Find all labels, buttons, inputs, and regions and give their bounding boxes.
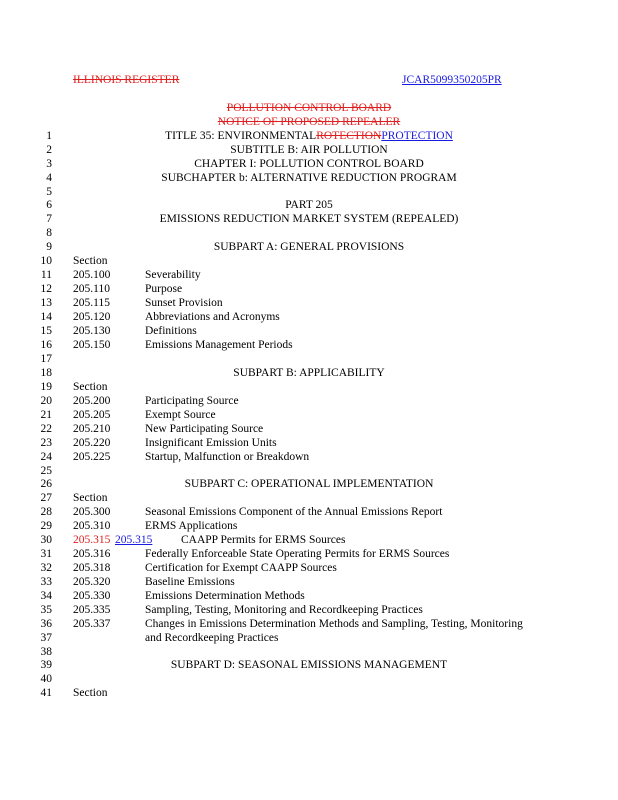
section-number: 205.210 [73, 423, 111, 435]
section-number: 205.335 [73, 604, 111, 616]
section-title: Definitions [145, 325, 197, 337]
line-number: 32 [40, 562, 52, 574]
section-number: 205.115 [73, 297, 110, 309]
line-number: 37 [40, 632, 52, 644]
line-number: 35 [40, 604, 52, 616]
line-number: 3 [46, 158, 52, 170]
subpart-b-heading: SUBPART B: APPLICABILITY [233, 367, 385, 379]
section-number: 205.205 [73, 409, 111, 421]
section-title: Emissions Determination Methods [145, 590, 305, 602]
title-heading [120, 129, 498, 143]
section-title: New Participating Source [145, 423, 264, 435]
section-title: ERMS Applications [145, 520, 238, 532]
line-number: 18 [40, 367, 52, 379]
line-number: 27 [40, 492, 52, 504]
line-number: 7 [46, 213, 52, 225]
jcar-code[interactable]: JCAR5099350205PR [402, 74, 502, 86]
notice-title: NOTICE OF PROPOSED REPEALER [217, 116, 401, 128]
section-number: 205.300 [73, 506, 111, 518]
line-number: 1 [46, 130, 52, 142]
section-number: 205.130 [73, 325, 111, 337]
line-number: 40 [40, 673, 52, 685]
subpart-c-heading: SUBPART C: OPERATIONAL IMPLEMENTATION [184, 478, 434, 490]
line-number: 23 [40, 437, 52, 449]
section-title: Baseline Emissions [145, 576, 235, 588]
line-number: 13 [40, 297, 52, 309]
subtitle-heading: SUBTITLE B: AIR POLLUTION [230, 144, 388, 156]
section-title: Insignificant Emission Units [145, 437, 277, 449]
part-name-heading: EMISSIONS REDUCTION MARKET SYSTEM (REPEALED) [159, 213, 459, 225]
subchapter-heading: SUBCHAPTER b: ALTERNATIVE REDUCTION PROGRAM [161, 172, 457, 184]
register-name: ILLINOIS REGISTER [73, 74, 180, 86]
line-number: 38 [40, 646, 52, 658]
line-number: 30 [40, 534, 52, 546]
section-label: Section [73, 492, 108, 504]
inserted-text: PROTECTION [381, 130, 453, 142]
line-number: 41 [40, 687, 52, 699]
line-number: 33 [40, 576, 52, 588]
section-number: 205.110 [73, 283, 110, 295]
line-number: 28 [40, 506, 52, 518]
line-number: 10 [40, 255, 52, 267]
section-title: Severability [145, 269, 201, 281]
section-title-continued: and Recordkeeping Practices [145, 632, 279, 644]
section-title: CAAPP Permits for ERMS Sources [181, 534, 346, 546]
section-label: Section [73, 381, 108, 393]
section-title: Certification for Exempt CAAPP Sources [145, 562, 337, 574]
deleted-text: ROTECTION [316, 130, 382, 142]
line-number: 16 [40, 339, 52, 351]
section-title: Seasonal Emissions Component of the Annual Emissions Report [145, 506, 443, 518]
line-number: 22 [40, 423, 52, 435]
line-number: 36 [40, 618, 52, 630]
section-title: Exempt Source [145, 409, 216, 421]
line-number: 31 [40, 548, 52, 560]
line-number: 20 [40, 395, 52, 407]
section-number: 205.120 [73, 311, 111, 323]
section-number: 205.150 [73, 339, 111, 351]
line-number: 21 [40, 409, 52, 421]
board-name: POLLUTION CONTROL BOARD [226, 102, 392, 114]
section-number: 205.220 [73, 437, 111, 449]
section-number-inserted[interactable]: 205.315 [115, 534, 153, 546]
line-number: 24 [40, 451, 52, 463]
part-heading: PART 205 [285, 199, 333, 211]
section-number-deleted: 205.315 [73, 534, 111, 546]
section-title: Federally Enforceable State Operating Permits for ERMS Sources [145, 548, 450, 560]
section-title: Emissions Management Periods [145, 339, 293, 351]
section-number: 205.330 [73, 590, 111, 602]
line-number: 12 [40, 283, 52, 295]
line-number: 11 [40, 269, 52, 281]
section-number: 205.200 [73, 395, 111, 407]
line-number: 25 [40, 465, 52, 477]
section-number: 205.316 [73, 548, 111, 560]
section-title: Sampling, Testing, Monitoring and Recordkeeping Practices [145, 604, 423, 616]
line-number: 19 [40, 381, 52, 393]
section-number: 205.225 [73, 451, 111, 463]
section-number: 205.100 [73, 269, 111, 281]
section-title: Sunset Provision [145, 297, 223, 309]
line-number: 8 [46, 227, 52, 239]
chapter-heading: CHAPTER I: POLLUTION CONTROL BOARD [194, 158, 424, 170]
line-number: 6 [46, 199, 52, 211]
line-number: 2 [46, 144, 52, 156]
line-number: 17 [40, 353, 52, 365]
line-number: 9 [46, 241, 52, 253]
line-number: 29 [40, 520, 52, 532]
section-number: 205.310 [73, 520, 111, 532]
section-label: Section [73, 255, 108, 267]
subpart-a-heading: SUBPART A: GENERAL PROVISIONS [213, 241, 405, 253]
line-number: 34 [40, 590, 52, 602]
subpart-d-heading: SUBPART D: SEASONAL EMISSIONS MANAGEMENT [170, 659, 448, 671]
section-number: 205.318 [73, 562, 111, 574]
line-number: 15 [40, 325, 52, 337]
section-title: Purpose [145, 283, 183, 295]
line-number: 5 [46, 186, 52, 198]
section-title: Abbreviations and Acronyms [145, 311, 280, 323]
line-number: 14 [40, 311, 52, 323]
line-number: 4 [46, 172, 52, 184]
title-prefix: TITLE 35: ENVIRONMENTAL [165, 130, 317, 142]
section-number: 205.337 [73, 618, 111, 630]
section-number: 205.320 [73, 576, 111, 588]
line-number: 26 [40, 478, 52, 490]
section-title: Changes in Emissions Determination Methods and Sampling, Testing, Monitoring [145, 618, 523, 630]
section-title: Participating Source [145, 395, 239, 407]
section-title: Startup, Malfunction or Breakdown [145, 451, 310, 463]
section-label: Section [73, 687, 108, 699]
line-number: 39 [40, 659, 52, 671]
